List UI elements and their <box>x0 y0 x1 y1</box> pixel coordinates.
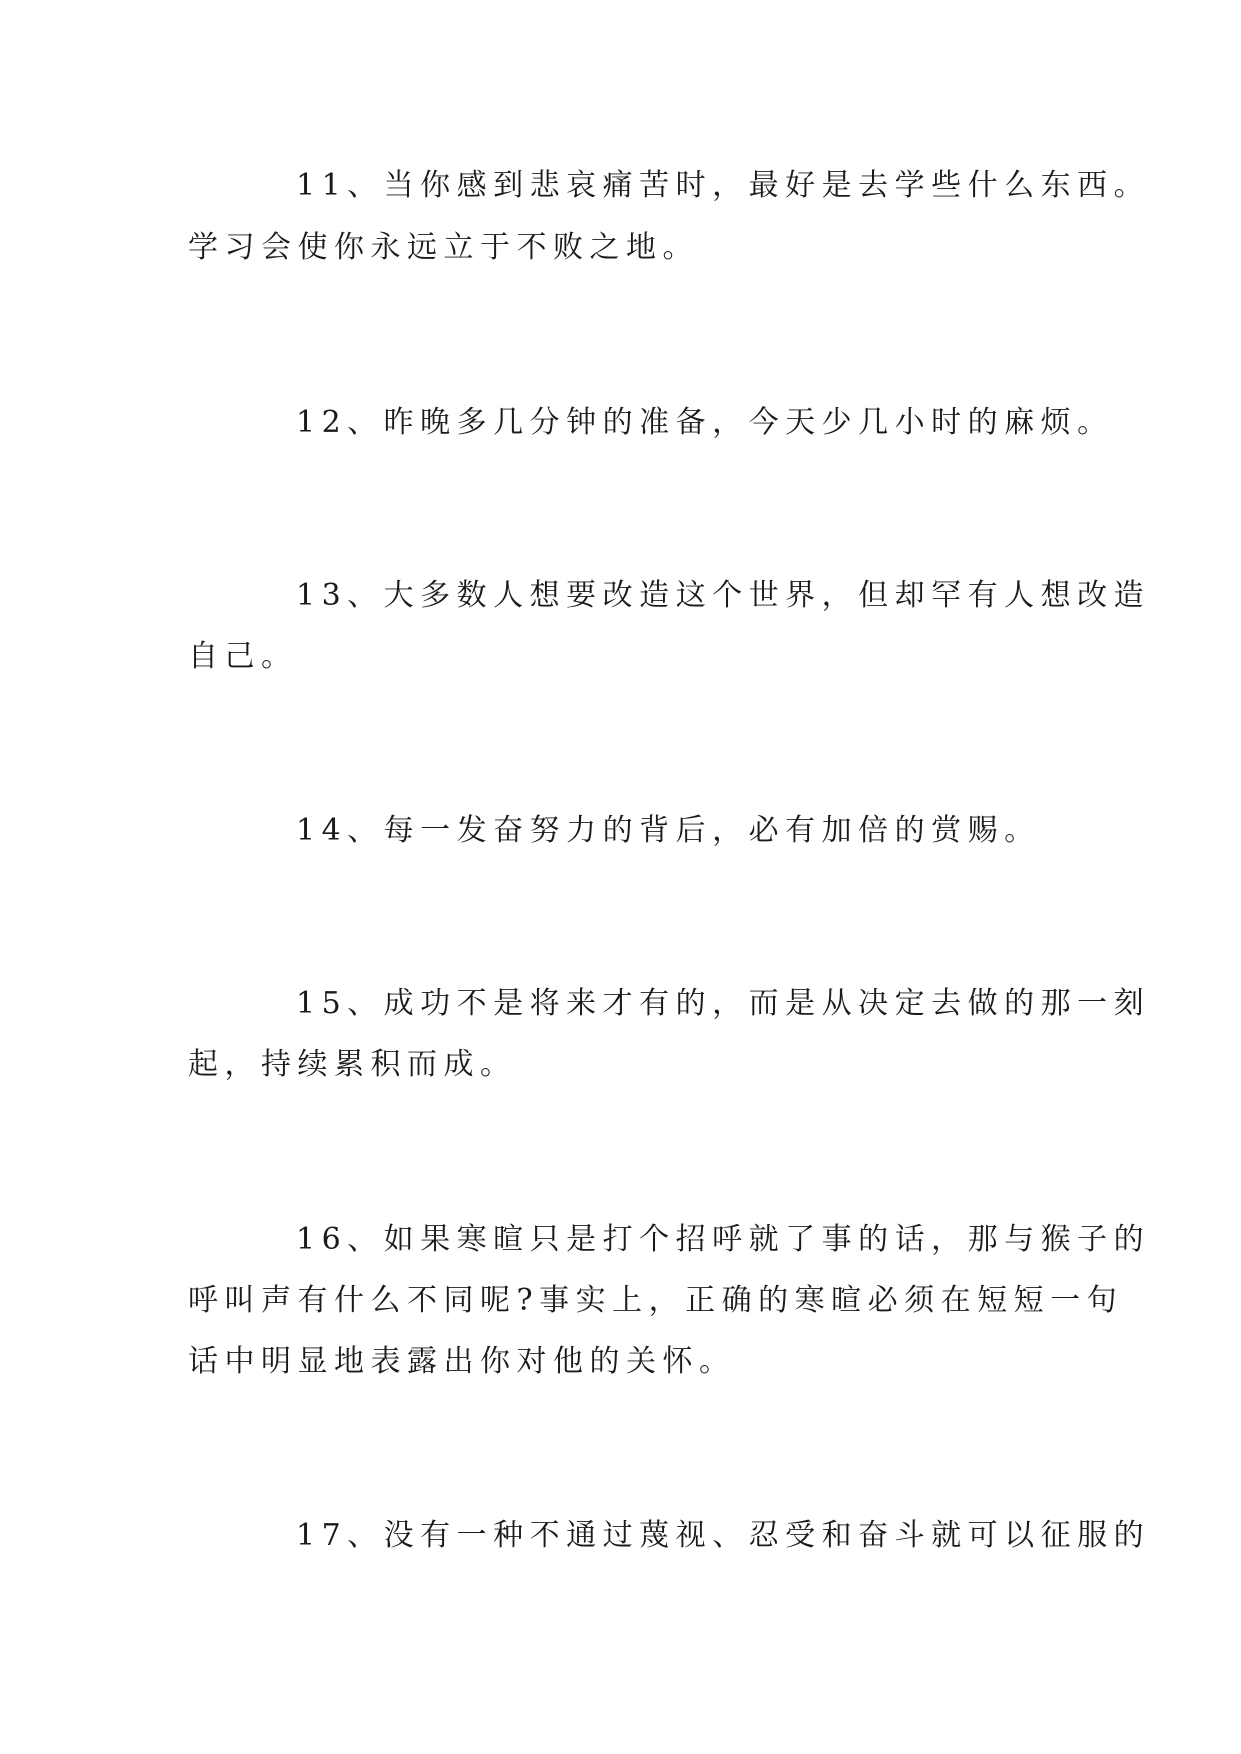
paragraph-15-line-1: 15、成功不是将来才有的，而是从决定去做的那一刻 <box>296 986 1151 1021</box>
paragraph-16-line-2: 呼叫声有什么不同呢?事实上，正确的寒暄必须在短短一句 <box>188 1283 1124 1318</box>
paragraph-13-line-1: 13、大多数人想要改造这个世界，但却罕有人想改造 <box>296 578 1151 613</box>
paragraph-12-line-1: 12、昨晚多几分钟的准备，今天少几小时的麻烦。 <box>296 405 1114 440</box>
paragraph-16-line-3: 话中明显地表露出你对他的关怀。 <box>188 1344 736 1379</box>
paragraph-14-line-1: 14、每一发奋努力的背后，必有加倍的赏赐。 <box>296 813 1041 848</box>
paragraph-13-line-2: 自己。 <box>188 639 298 674</box>
paragraph-15-line-2: 起，持续累积而成。 <box>188 1047 517 1082</box>
paragraph-16-line-1: 16、如果寒暄只是打个招呼就了事的话，那与猴子的 <box>296 1222 1151 1257</box>
paragraph-11-line-1: 11、当你感到悲哀痛苦时，最好是去学些什么东西。 <box>296 168 1151 203</box>
paragraph-17-line-1: 17、没有一种不通过蔑视、忍受和奋斗就可以征服的 <box>296 1518 1151 1553</box>
paragraph-11-line-2: 学习会使你永远立于不败之地。 <box>188 230 699 265</box>
